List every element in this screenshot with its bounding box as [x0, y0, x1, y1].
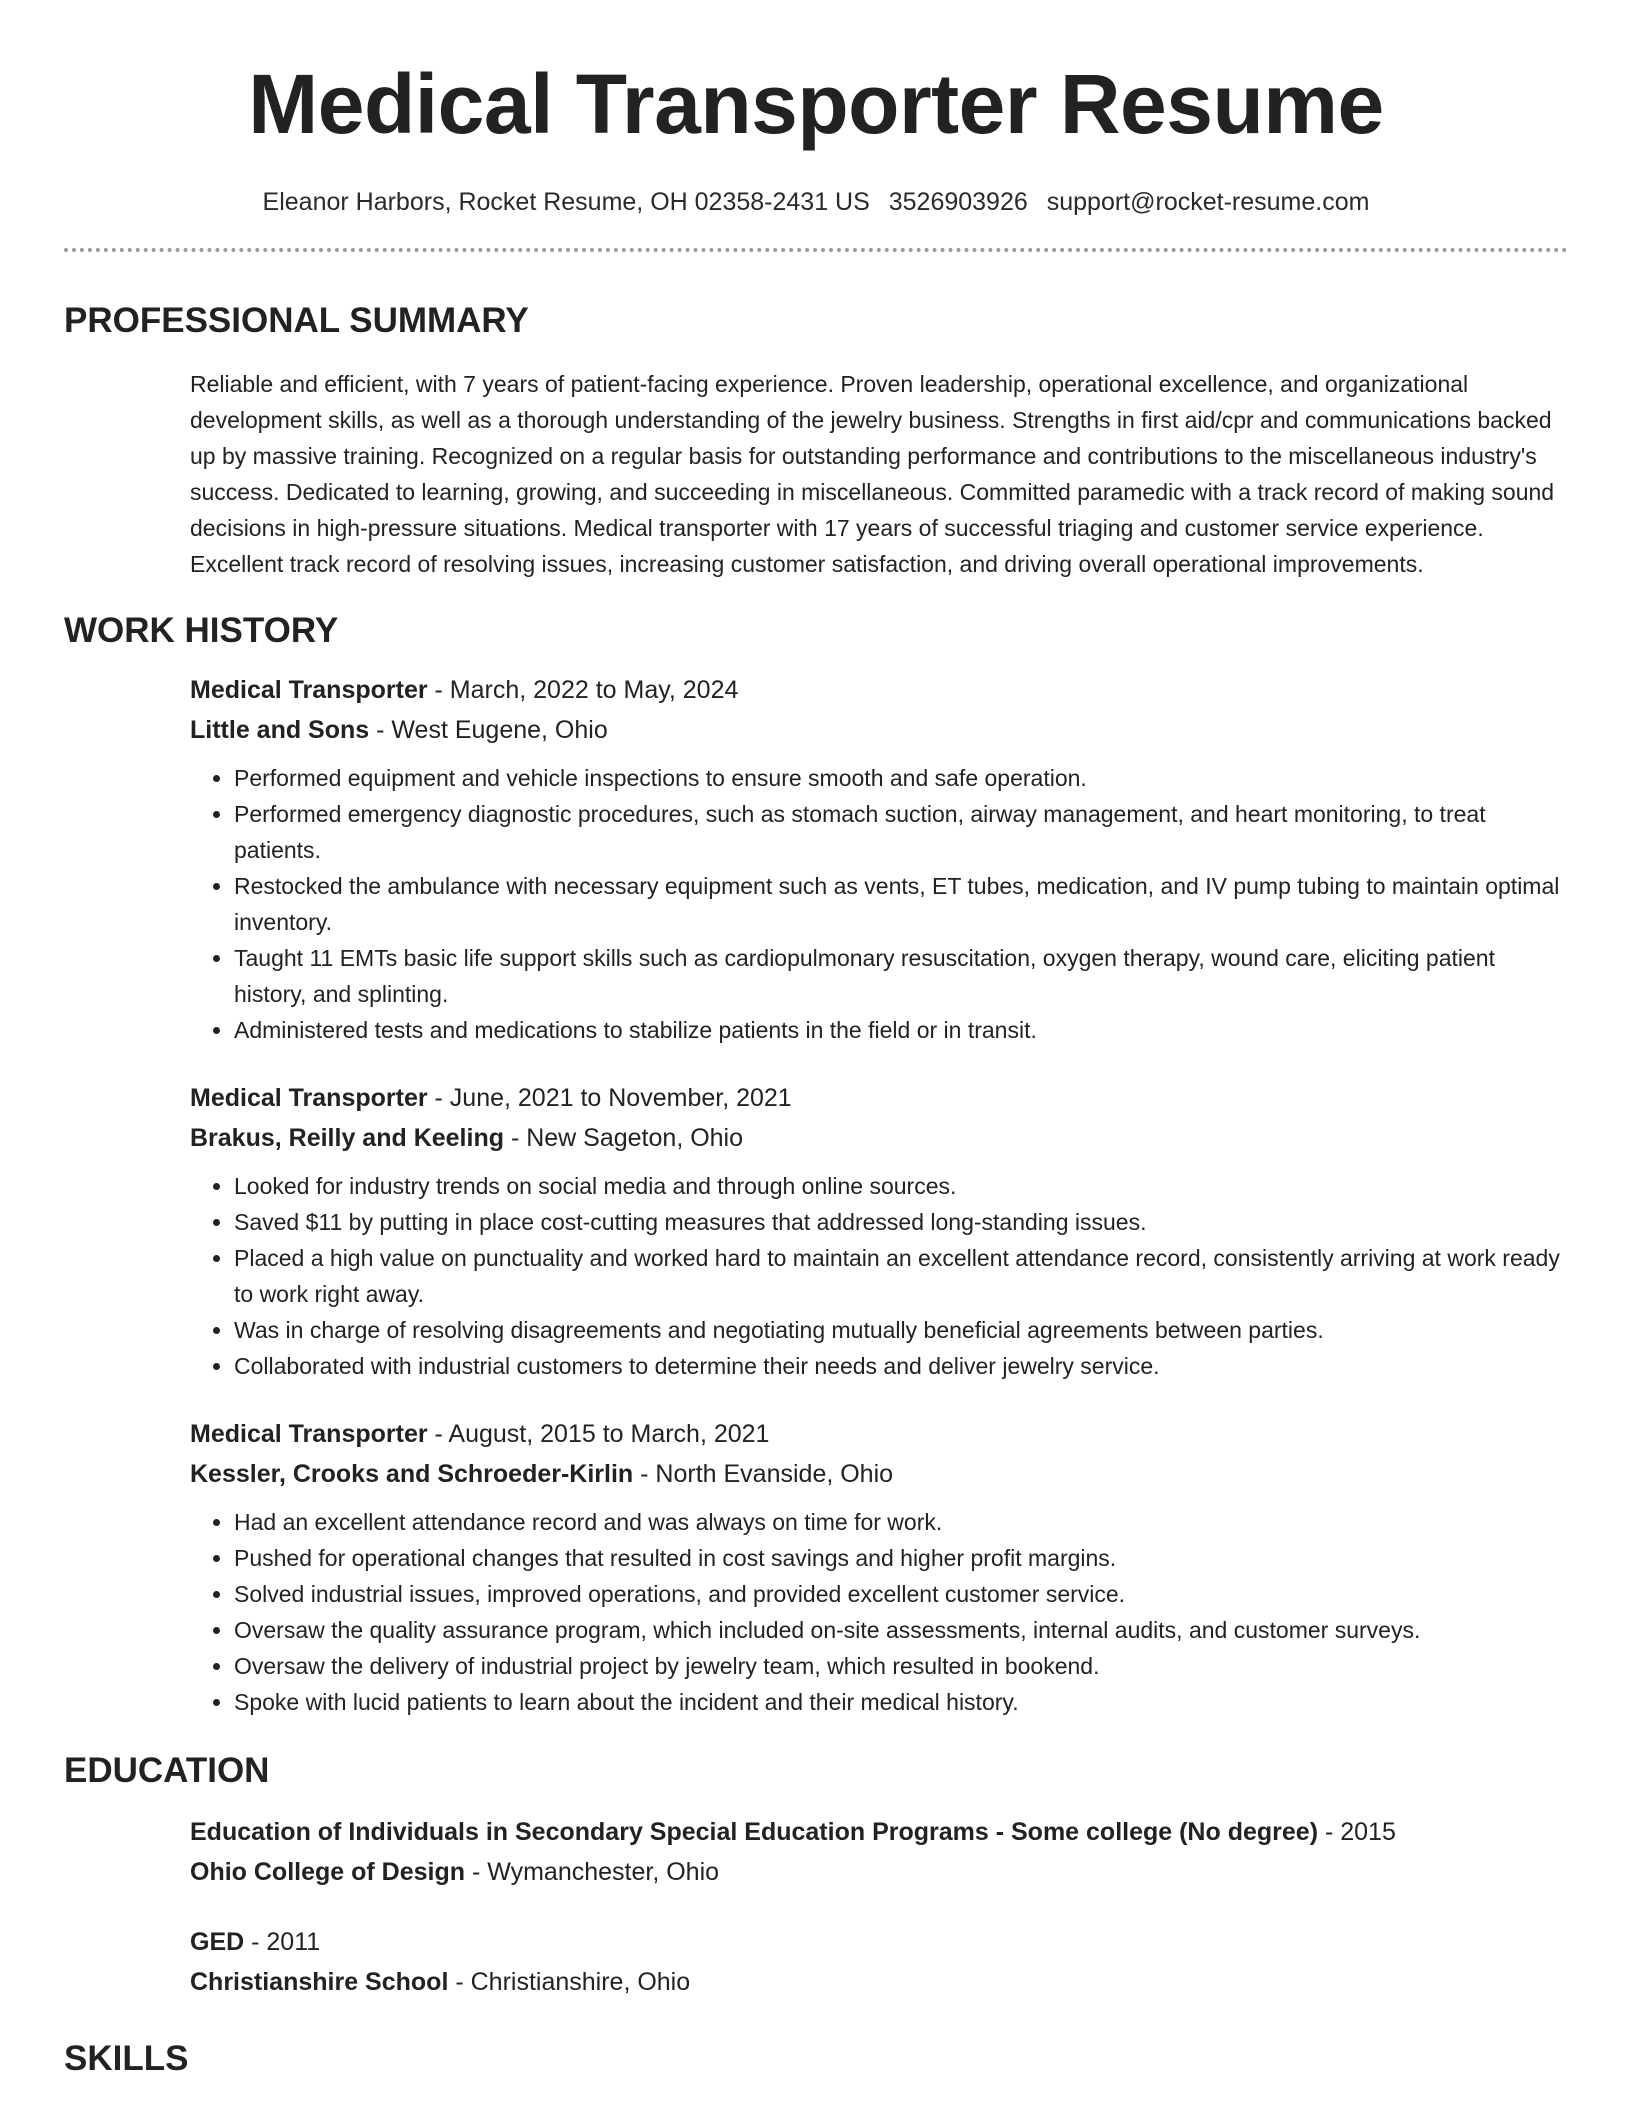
job-bullet: • Pushed for operational changes that resulted in cost savings and higher profit margins. [234, 1540, 1568, 1576]
job-bullet: • Solved industrial issues, improved operations, and provided excellent customer service. [234, 1576, 1568, 1612]
contact-phone: 3526903926 [888, 188, 1028, 216]
page-title: Medical Transporter Resume [248, 57, 1384, 151]
job-bullets [190, 1504, 1568, 1720]
job-bullet: • Looked for industry trends on social media and through online sources. [234, 1168, 1568, 1204]
job-company-line [190, 1118, 1568, 1158]
job-dates: - June, 2021 to November, 2021 [427, 1084, 792, 1112]
education-degree-line [190, 1922, 1568, 1962]
education-year: - 2015 [1318, 1818, 1396, 1846]
header-divider [64, 248, 1568, 252]
section-heading-education: EDUCATION [64, 1751, 270, 1790]
job-bullet: • Saved $11 by putting in place cost-cutting measures that addressed long-standing issues. [234, 1204, 1568, 1240]
contact-email[interactable]: support@rocket-resume.com [1046, 188, 1370, 216]
job-dates: - March, 2022 to May, 2024 [427, 676, 739, 704]
summary-text: Reliable and efficient, with 7 years of patient-facing experience. Proven leadership, operational excellence, and organizational development skills, as well as a thorough understanding of the jewelry business. Strengths in first aid/cpr and communications backed up by massive training. Recognized on a regular basis for outstanding performance and contributions to the miscellaneous industry's success. Dedicated to learning, growing, and succeeding in miscellaneous. Committed paramedic with a track record of making sound decisions in high-pressure situations. Medical transporter with 17 years of successful triaging and customer service experience. Excellent track record of resolving issues, increasing customer satisfaction, and driving overall operational improvements. [190, 371, 1555, 577]
job-location: - North Evanside, Ohio [633, 1460, 894, 1488]
education-entry [190, 1922, 1568, 2002]
education-school: Christianshire School [190, 1968, 449, 1996]
job-title: Medical Transporter [190, 676, 428, 704]
job-company: Kessler, Crooks and Schroeder-Kirlin [190, 1460, 634, 1488]
job-entry [190, 1414, 1568, 1720]
education-location: - Wymanchester, Ohio [465, 1858, 720, 1886]
job-bullets [190, 1168, 1568, 1384]
education-location: - Christianshire, Ohio [448, 1968, 691, 1996]
job-bullets [190, 760, 1568, 1048]
education-school-line [190, 1852, 1568, 1892]
section-heading-skills: SKILLS [64, 2039, 189, 2078]
job-bullet: • Oversaw the quality assurance program, which included on-site assessments, internal audits, and customer surveys. [234, 1612, 1568, 1648]
job-title-line [190, 1078, 1568, 1118]
section-heading-work-history: WORK HISTORY [64, 611, 339, 650]
job-entry [190, 670, 1568, 1048]
job-title-line [190, 1414, 1568, 1454]
job-company: Little and Sons [190, 716, 370, 744]
job-bullet: • Spoke with lucid patients to learn about the incident and their medical history. [234, 1684, 1568, 1720]
job-dates: - August, 2015 to March, 2021 [427, 1420, 770, 1448]
job-bullet: • Performed equipment and vehicle inspections to ensure smooth and safe operation. [234, 760, 1568, 796]
job-title: Medical Transporter [190, 1084, 428, 1112]
job-entry [190, 1078, 1568, 1384]
resume-page [64, 0, 1568, 2080]
job-company-line [190, 1454, 1568, 1494]
job-bullet: • Administered tests and medications to stabilize patients in the field or in transit. [234, 1012, 1568, 1048]
contact-line [64, 187, 1568, 217]
job-bullet: • Taught 11 EMTs basic life support skills such as cardiopulmonary resuscitation, oxygen therapy, wound care, eliciting patient history, and splinting. [234, 940, 1568, 1012]
job-title: Medical Transporter [190, 1420, 428, 1448]
education-school: Ohio College of Design [190, 1858, 466, 1886]
education-school-line [190, 1962, 1568, 2002]
education-entry [190, 1812, 1568, 1892]
job-bullet: • Performed emergency diagnostic procedures, such as stomach suction, airway management, and heart monitoring, to treat patients. [234, 796, 1568, 868]
job-location: - West Eugene, Ohio [369, 716, 608, 744]
job-bullet: • Had an excellent attendance record and was always on time for work. [234, 1504, 1568, 1540]
job-bullet: • Collaborated with industrial customers to determine their needs and deliver jewelry service. [234, 1348, 1568, 1384]
job-company-line [190, 710, 1568, 750]
job-bullet: • Was in charge of resolving disagreements and negotiating mutually beneficial agreements between parties. [234, 1312, 1568, 1348]
education-degree: GED [190, 1928, 245, 1956]
section-heading-summary: PROFESSIONAL SUMMARY [64, 301, 529, 340]
education-degree-line [190, 1812, 1568, 1852]
job-company: Brakus, Reilly and Keeling [190, 1124, 504, 1152]
job-location: - New Sageton, Ohio [504, 1124, 744, 1152]
education-degree: Education of Individuals in Secondary Special Education Programs - Some college (No degree) [190, 1818, 1319, 1846]
job-title-line [190, 670, 1568, 710]
job-bullet: • Restocked the ambulance with necessary equipment such as vents, ET tubes, medication, and IV pump tubing to maintain optimal inventory. [234, 868, 1568, 940]
contact-address: Eleanor Harbors, Rocket Resume, OH 02358-2431 US [262, 188, 870, 216]
job-bullet: • Oversaw the delivery of industrial project by jewelry team, which resulted in bookend. [234, 1648, 1568, 1684]
education-year: - 2011 [244, 1928, 321, 1956]
job-bullet: • Placed a high value on punctuality and worked hard to maintain an excellent attendance record, consistently arriving at work ready to work right away. [234, 1240, 1568, 1312]
